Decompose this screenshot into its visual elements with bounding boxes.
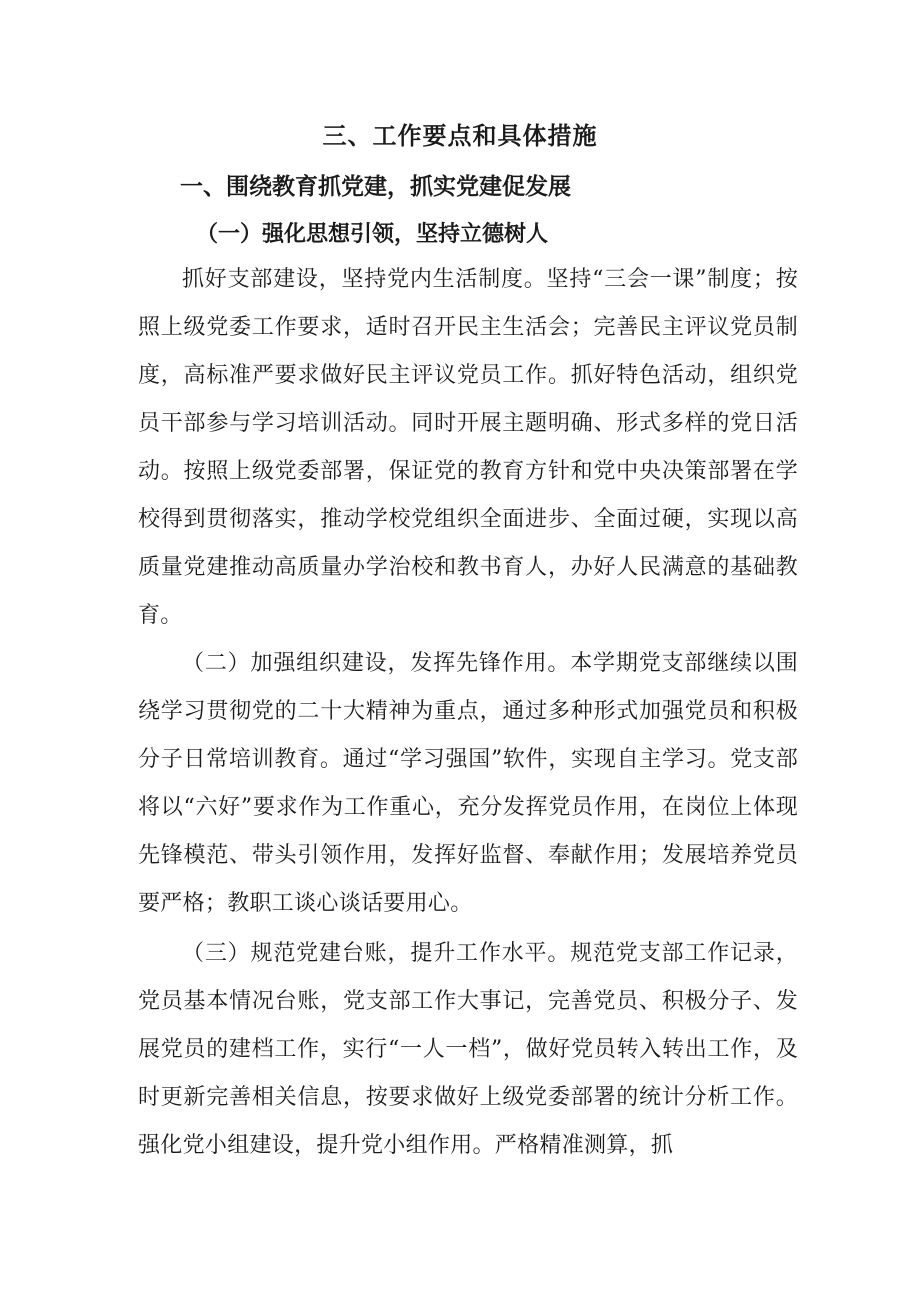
body-paragraph-1 [138, 256, 798, 640]
heading-level-1: 一、围绕教育抓党建，抓实党建促发展 [180, 174, 571, 200]
body-paragraph-3 [138, 930, 798, 1170]
paragraph-lead: （二） [182, 651, 251, 676]
heading-level-2: （一）强化思想引领，坚持立德树人 [196, 221, 549, 247]
paragraph-text: 抓好支部建设，坚持党内生活制度。坚持“三会一课”制度；按照上级党委工作要求，适时召开民主生活会；完善民主评议党员制度，高标准严要求做好民主评议党员工作。抓好特色活动，组织党员干部参与学习培训活动。同时开展主题明确、形式多样的党日活动。按照上级党委部署，保证党的教育方针和党中央决策部署在学校得到贯彻落实，推动学校党组织全面进步、全面过硬，实现以高质量党建推动高质量办学治校和教书育人，办好人民满意的基础教育。 [138, 267, 798, 628]
paragraph-text: 规范党建台账，提升工作水平。规范党支部工作记录，党员基本情况台账，党支部工作大事记，完善党员、积极分子、发展党员的建档工作，实行“一人一档”，做好党员转入转出工作，及时更新完善相关信息，按要求做好上级党委部署的统计分析工作。强化党小组建设，提升党小组作用。严格精准测算，抓 [138, 941, 799, 1158]
paragraph-text: 加强组织建设，发挥先锋作用。本学期党支部继续以围绕学习贯彻党的二十大精神为重点，通过多种形式加强党员和积极分子日常培训教育。通过“学习强国”软件，实现自主学习。党支部将以“六好”要求作为工作重心，充分发挥党员作用，在岗位上体现先锋模范、带头引领作用，发挥好监督、奉献作用；发展培养党员要严格；教职工谈心谈话要用心。 [138, 651, 799, 916]
body-paragraph-2 [138, 640, 798, 928]
section-title: 三、工作要点和具体措施 [322, 122, 598, 150]
paragraph-lead: （三） [182, 941, 251, 966]
